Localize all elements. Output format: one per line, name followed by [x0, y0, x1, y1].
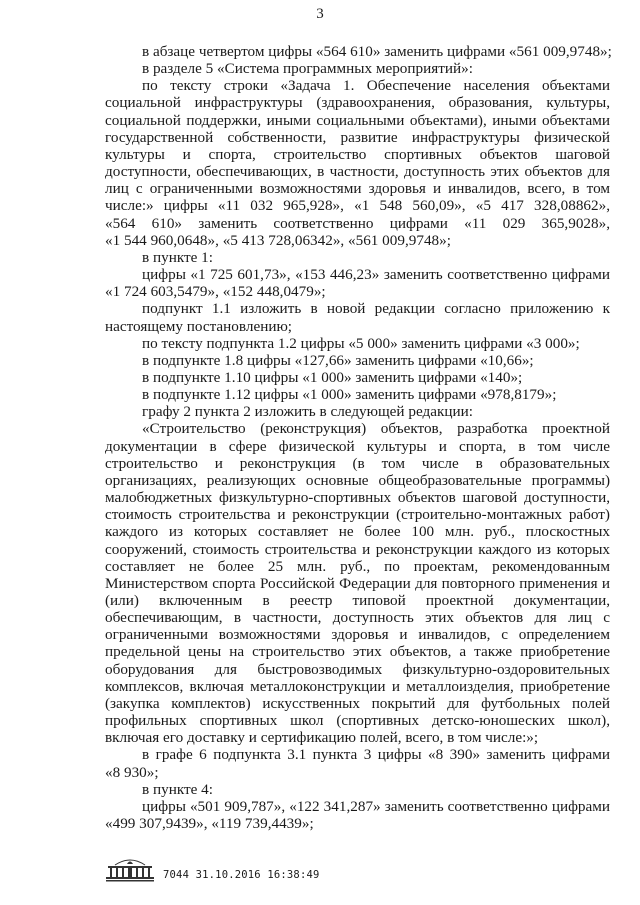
text-line: стоимость строительства и реконструкции (строительно-монтажных работ): [105, 506, 610, 524]
text-line: по тексту строки «Задача 1. Обеспечение населения объектами: [142, 77, 610, 95]
text-line: по тексту подпункта 1.2 цифры «5 000» заменить цифрами «3 000»;: [142, 334, 580, 352]
text-line: профильных спортивных школ (спортивных детско-юношеских школ),: [105, 712, 610, 730]
document-body: [105, 43, 610, 832]
text-line: каждого из которых составляет не более 100 млн. руб., плоскостных: [105, 523, 610, 541]
text-line: документации в сфере физической культуры и спорта, в том числе: [105, 437, 610, 455]
paragraph: [105, 781, 610, 798]
paragraph: [105, 300, 610, 334]
text-line: организациях, реализующих основные общеобразовательные программы): [105, 471, 610, 489]
text-line: предельной цены на строительство этих объектов, а также приобретение: [105, 643, 610, 661]
paragraph: [105, 746, 610, 780]
text-line: социальной инфраструктуры (здравоохранения, образования, культуры,: [105, 94, 610, 112]
text-line: обеспечивающим, в частности, доступность этих объектов для лиц с: [105, 609, 610, 627]
text-line: «499 307,9439», «119 739,4439»;: [105, 815, 314, 833]
paragraph: [105, 403, 610, 420]
text-line: государственной собственности, развитие инфраструктуры физической: [105, 128, 610, 146]
text-line: цифры «501 909,787», «122 341,287» заменить соответственно цифрами: [142, 797, 610, 815]
text-line: цифры «1 725 601,73», «153 446,23» заменить соответственно цифрами: [142, 266, 610, 284]
text-line: в абзаце четвертом цифры «564 610» заменить цифрами «561 009,9748»;: [142, 43, 612, 60]
text-line: комплексов, включая металлоконструкции и металлоизделия, приобретение: [105, 677, 610, 695]
text-line: числе:» цифры «11 032 965,928», «1 548 560,09», «5 417 328,08862»,: [105, 197, 610, 215]
text-line: (или) включенным в реестр типовой проектной документации,: [105, 592, 610, 609]
text-line: Министерством спорта Российской Федерации для повторного применения и: [105, 574, 610, 592]
text-line: графу 2 пункта 2 изложить в следующей редакции:: [142, 403, 473, 421]
text-line: в пункте 1:: [142, 248, 213, 266]
building-logo-icon: [105, 857, 155, 883]
paragraph: [105, 420, 610, 746]
text-line: «8 930»;: [105, 763, 159, 781]
text-line: в подпункте 1.12 цифры «1 000» заменить цифрами «978,8179»;: [142, 386, 557, 404]
text-line: подпункт 1.1 изложить в новой редакции согласно приложению к: [142, 300, 610, 318]
paragraph: [105, 77, 610, 249]
text-line: ограниченными возможностями здоровья и инвалидов, с определением: [105, 626, 610, 644]
paragraph: [105, 43, 610, 60]
text-line: «Строительство (реконструкция) объектов, разработка проектной: [142, 420, 610, 438]
paragraph: [105, 386, 610, 403]
text-line: сооружений, стоимость строительства и реконструкции каждого из которых: [105, 540, 610, 558]
document-footer: [105, 855, 320, 883]
text-line: строительство и реконструкция (в том числе в образовательных: [105, 454, 610, 472]
text-line: лиц с ограниченными возможностями здоровья и инвалидов, всего, в том: [105, 180, 610, 198]
text-line: составляет не более 25 млн. руб., по проектам, рекомендованным: [105, 557, 610, 575]
registration-stamp: 7044 31.10.2016 16:38:49: [163, 869, 320, 881]
paragraph: [105, 798, 610, 832]
text-line: включая его доставку и сертификацию полей, всего, в том числе:»;: [105, 729, 539, 747]
paragraph: [105, 249, 610, 266]
page-number: 3: [316, 6, 324, 22]
text-line: в пункте 4:: [142, 780, 213, 798]
paragraph: [105, 352, 610, 369]
text-line: в разделе 5 «Система программных мероприятий»:: [142, 60, 473, 78]
text-line: в графе 6 подпункта 3.1 пункта 3 цифры «8 390» заменить цифрами: [142, 746, 610, 764]
text-line: настоящему постановлению;: [105, 317, 293, 335]
text-line: «1 724 603,5479», «152 448,0479»;: [105, 283, 326, 301]
text-line: социальной поддержки, иными социальными объектами), иными объектами: [105, 111, 610, 129]
paragraph: [105, 335, 610, 352]
text-line: (закупка комплектов) искусственных покрытий для футбольных полей: [105, 694, 610, 712]
paragraph: [105, 266, 610, 300]
text-line: «564 610» заменить соответственно цифрами «11 029 365,9028»,: [105, 214, 610, 232]
text-line: доступности, обеспечивающих, в частности, доступность этих объектов для: [105, 163, 610, 181]
text-line: «1 544 960,0648», «5 413 728,06342», «561 009,9748»;: [105, 231, 451, 249]
text-line: в подпункте 1.10 цифры «1 000» заменить цифрами «140»;: [142, 368, 523, 386]
text-line: культуры и спорта, строительство спортивных объектов шаговой: [105, 145, 610, 163]
text-line: в подпункте 1.8 цифры «127,66» заменить цифрами «10,66»;: [142, 351, 534, 369]
paragraph: [105, 369, 610, 386]
text-line: малобюджетных физкультурно-спортивных объектов шаговой доступности,: [105, 489, 610, 507]
text-line: оборудования для быстровозводимых физкультурно-оздоровительных: [105, 660, 610, 678]
paragraph: [105, 60, 610, 77]
